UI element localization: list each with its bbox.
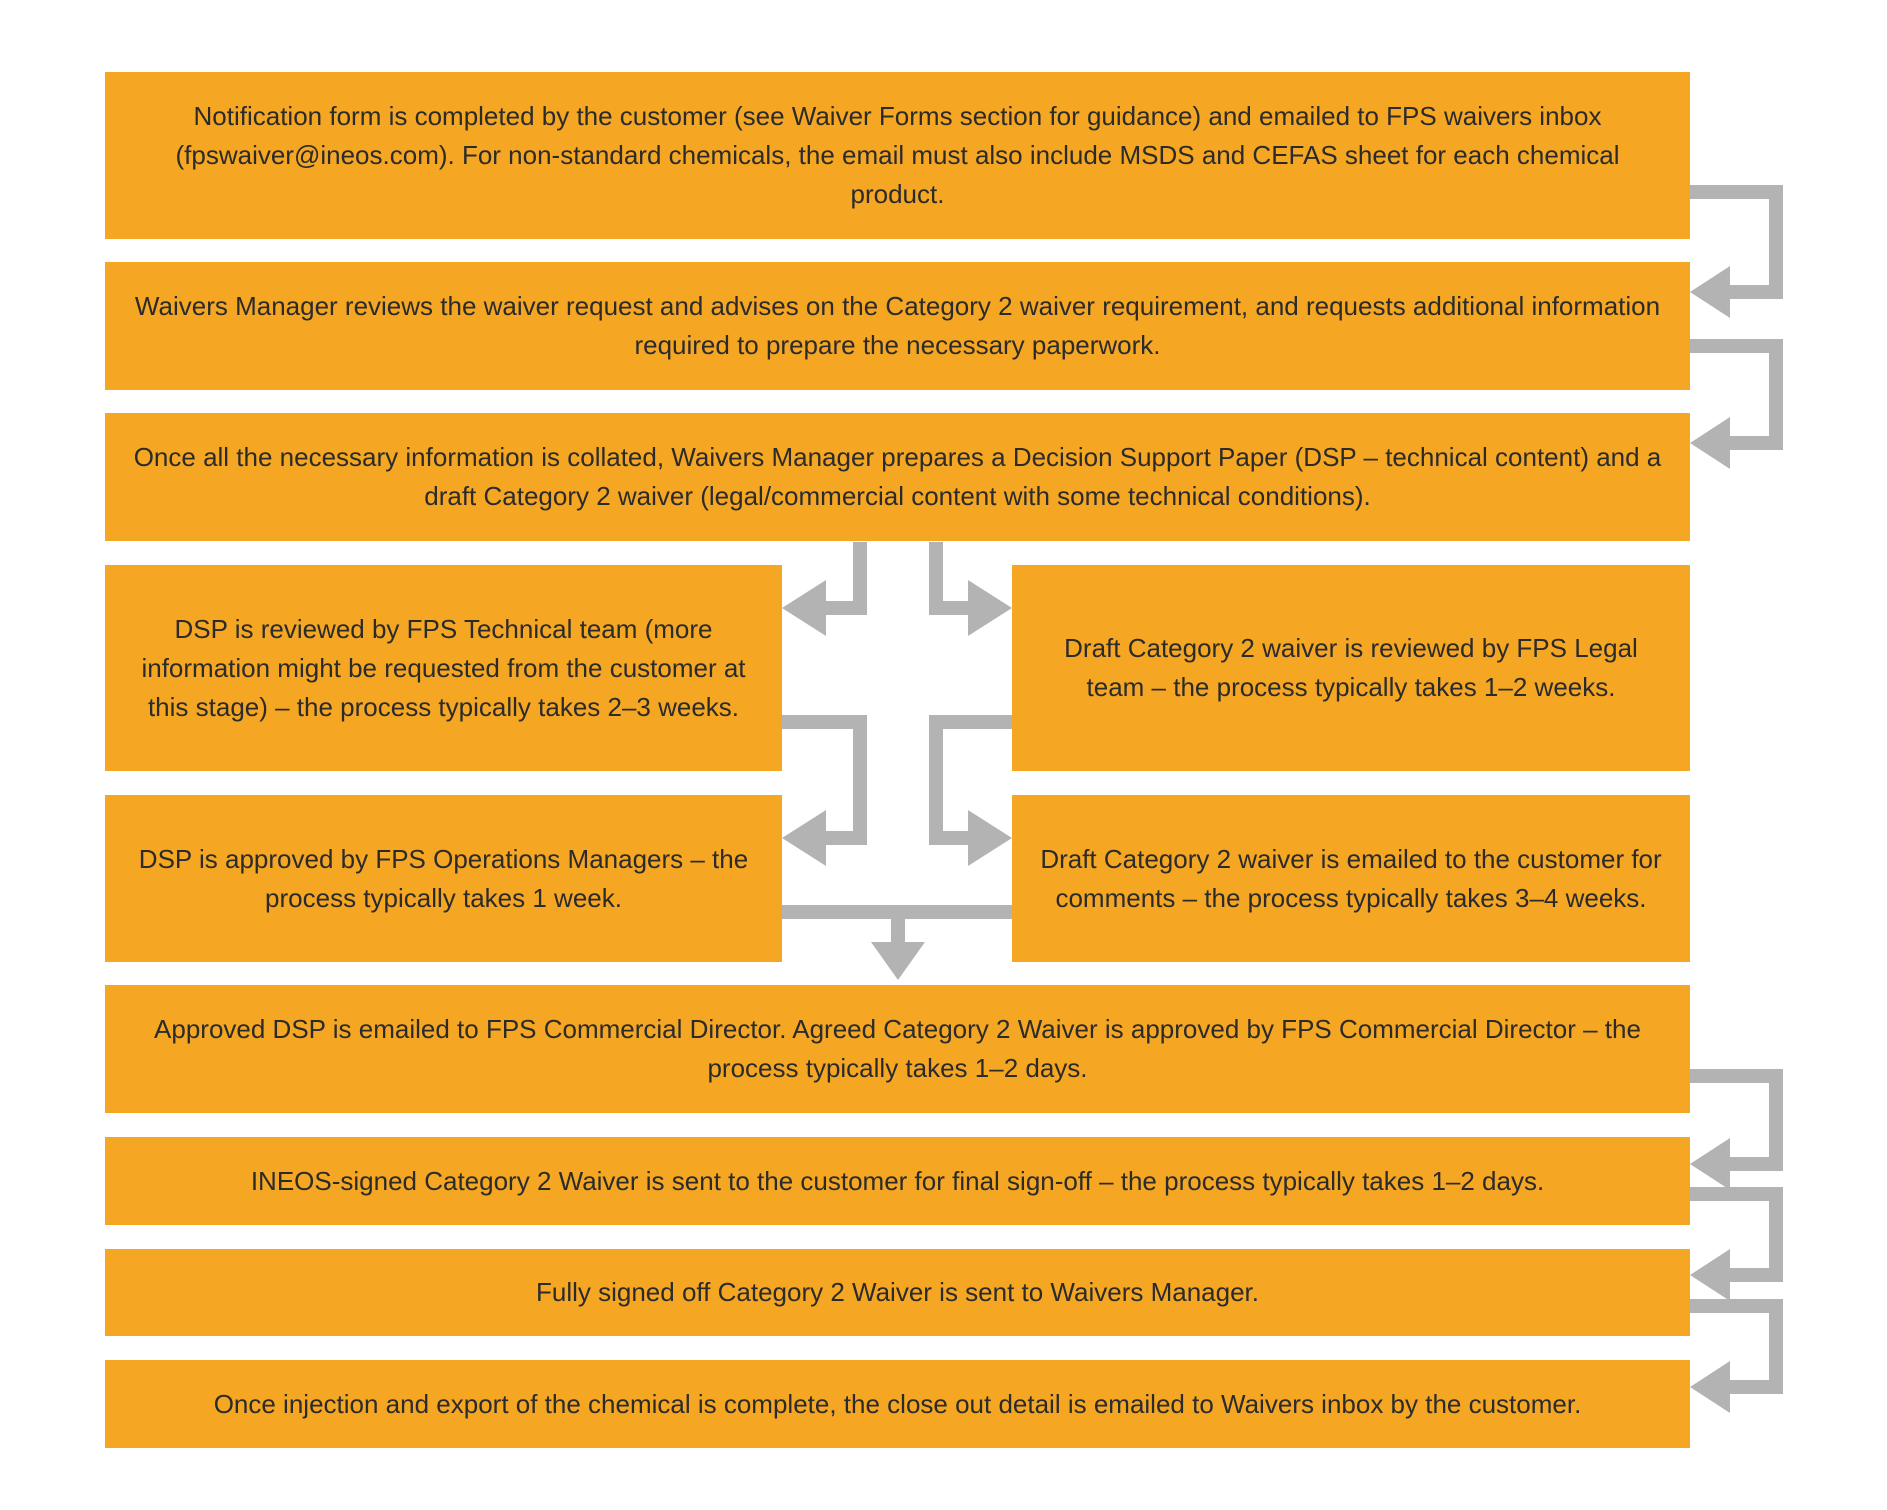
step-sent-to-waivers-manager-text: Fully signed off Category 2 Waiver is sent to Waivers Manager.	[535, 1277, 1259, 1307]
step-dsp-approved-text: DSP is approved by FPS Operations Managers – the process typically takes 1 week.	[138, 843, 749, 913]
arrowhead-s3	[1690, 417, 1730, 469]
step-draft-emailed-customer	[1012, 795, 1690, 962]
arrow-s1-s2	[1690, 192, 1776, 292]
arrow-s3-s4b	[936, 542, 972, 608]
arrowhead-s9	[1690, 1361, 1730, 1413]
step-commercial-director	[105, 985, 1690, 1113]
step-draft-emailed-customer-text: Draft Category 2 waiver is emailed to the customer for comments – the process typically takes 3–4 weeks.	[1040, 843, 1662, 913]
step-waivers-manager-review	[105, 262, 1690, 390]
arrowhead-s8	[1690, 1249, 1730, 1301]
step-close-out-text: Once injection and export of the chemical is complete, the close out detail is emailed to Waivers inbox by the customer.	[213, 1388, 1582, 1419]
step-notification-form	[105, 72, 1690, 239]
arrow-s6-s7	[1690, 1076, 1776, 1164]
step-prepare-dsp	[105, 413, 1690, 541]
arrowhead-s4b	[968, 580, 1012, 636]
step-sent-to-waivers-manager	[105, 1249, 1690, 1336]
step-legal-review-text: Draft Category 2 waiver is reviewed by FPS Legal team – the process typically takes 1–2 weeks.	[1064, 633, 1638, 702]
step-final-signoff-text: INEOS-signed Category 2 Waiver is sent to the customer for final sign-off – the process typically takes 1–2 days.	[250, 1165, 1545, 1196]
step-dsp-technical-review-text: DSP is reviewed by FPS Technical team (more information might be requested from the customer at this stage) – the process typically takes 2–3 weeks.	[141, 613, 746, 722]
step-dsp-approved	[105, 795, 782, 962]
arrowhead-s6	[871, 942, 925, 980]
arrowhead-s4a	[782, 580, 826, 636]
arrow-s2-s3	[1690, 346, 1776, 443]
arrow-s8-s9	[1690, 1306, 1776, 1387]
arrowhead-s5b	[968, 810, 1012, 866]
arrowhead-s5a	[782, 810, 826, 866]
arrow-s3-s4a	[822, 542, 860, 608]
step-close-out	[105, 1360, 1690, 1448]
step-notification-form-text: Notification form is completed by the customer (see Waiver Forms section for guidance) and emailed to FPS waivers inbox (fpswaiver@ineos.com). For non-standard chemicals, the email must also include MSDS and CEFAS sheet for each chemical product.	[175, 101, 1620, 209]
step-commercial-director-text: Approved DSP is emailed to FPS Commercial Director. Agreed Category 2 Waiver is approved by FPS Commercial Director – the process typically takes 1–2 days.	[154, 1014, 1641, 1083]
step-prepare-dsp-text: Once all the necessary information is collated, Waivers Manager prepares a Decision Support Paper (DSP – technical content) and a draft Category 2 waiver (legal/commercial content with some technical conditions).	[133, 442, 1662, 511]
arrowhead-s7	[1690, 1138, 1730, 1190]
step-legal-review	[1012, 565, 1690, 771]
step-dsp-technical-review	[105, 565, 782, 771]
step-final-signoff	[105, 1137, 1690, 1225]
arrow-s7-s8	[1690, 1194, 1776, 1275]
step-waivers-manager-review-text: Waivers Manager reviews the waiver request and advises on the Category 2 waiver requirement, and requests additional information required to prepare the necessary paperwork.	[134, 291, 1661, 360]
arrowhead-s2	[1690, 266, 1730, 318]
